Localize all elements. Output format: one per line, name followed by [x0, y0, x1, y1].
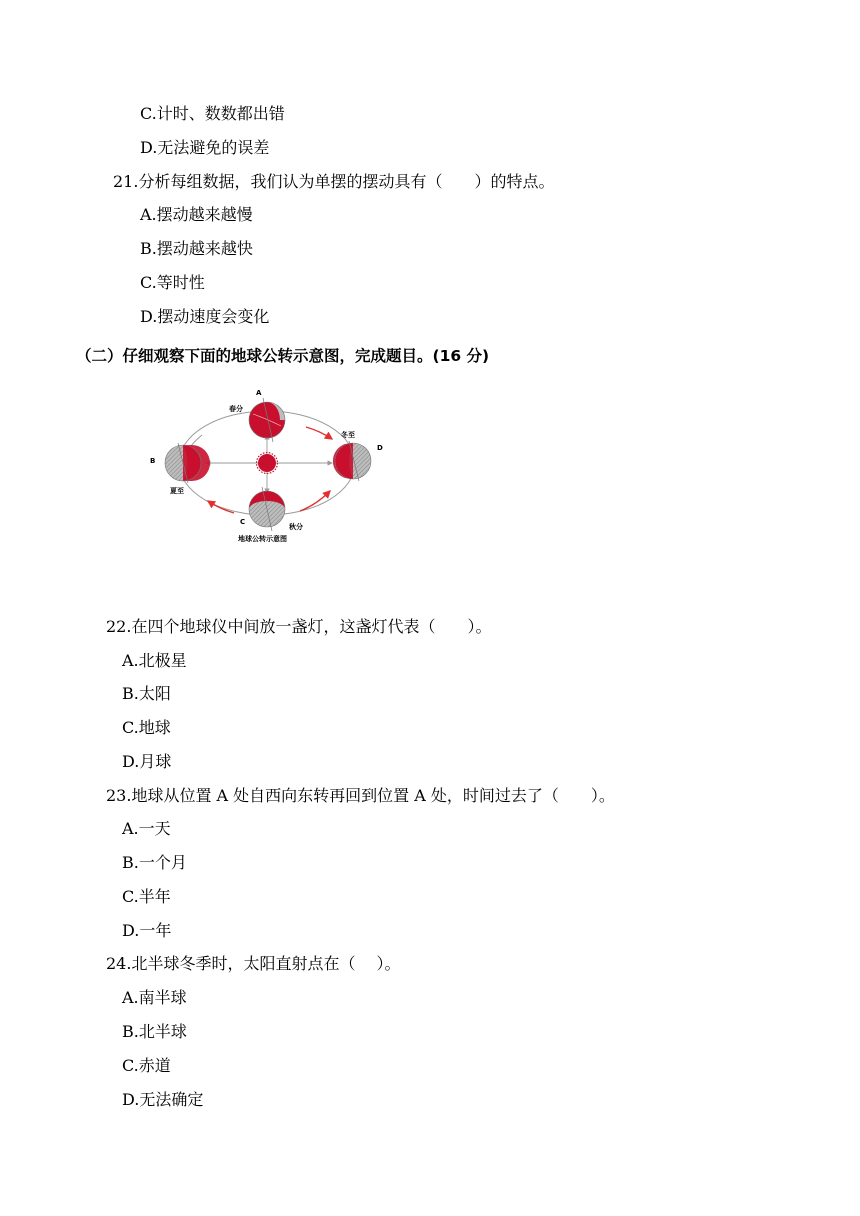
- q23-option-a: A.一天: [122, 819, 171, 838]
- label-b: B: [150, 457, 156, 465]
- section-2-heading: （二）仔细观察下面的地球公转示意图，完成题目。(16 分): [76, 347, 490, 365]
- red-arrow-a-d: [306, 427, 332, 439]
- q24-option-a: A.南半球: [122, 988, 187, 1007]
- diagram-caption: 地球公转示意图: [238, 535, 287, 543]
- earth-c: [249, 487, 285, 531]
- q22-stem: 22.在四个地球仪中间放一盏灯，这盏灯代表（ ）。: [106, 617, 492, 636]
- earth-d: [333, 441, 371, 481]
- q22-option-c: C.地球: [122, 718, 171, 737]
- q21-stem: 21.分析每组数据，我们认为单摆的摆动具有（ ）的特点。: [113, 172, 555, 191]
- q21-option-b: B.摆动越来越快: [140, 239, 253, 258]
- red-arrow-c-d: [300, 491, 330, 511]
- label-winter: 冬至: [341, 431, 355, 439]
- q20-option-c: C.计时、数数都出错: [140, 104, 285, 123]
- q23-option-b: B.一个月: [122, 853, 187, 872]
- q23-stem: 23.地球从位置 A 处自西向东转再回到位置 A 处，时间过去了（ ）。: [106, 786, 615, 805]
- q24-option-c: C.赤道: [122, 1056, 171, 1075]
- label-spring: 春分: [229, 405, 243, 413]
- q22-option-d: D.月球: [122, 752, 172, 771]
- sun: [257, 453, 278, 474]
- earth-a: [249, 398, 285, 442]
- q23-option-d: D.一年: [122, 921, 172, 940]
- label-summer: 夏至: [170, 487, 184, 495]
- q21-option-a: A.摆动越来越慢: [140, 205, 253, 224]
- q23-option-c: C.半年: [122, 887, 171, 906]
- q24-option-d: D.无法确定: [122, 1090, 204, 1109]
- q20-option-d: D.无法避免的误差: [140, 138, 270, 157]
- earth-revolution-diagram: [140, 383, 400, 553]
- label-d: D: [377, 444, 383, 452]
- q21-option-d: D.摆动速度会变化: [140, 307, 270, 326]
- q24-option-b: B.北半球: [122, 1022, 187, 1041]
- q24-stem: 24.北半球冬季时，太阳直射点在（ ）。: [106, 954, 401, 973]
- label-c: C: [240, 518, 246, 526]
- q22-option-a: A.北极星: [122, 651, 187, 670]
- earth-b: [165, 443, 210, 483]
- label-autumn: 秋分: [289, 523, 303, 531]
- q21-option-c: C.等时性: [140, 273, 205, 292]
- q22-option-b: B.太阳: [122, 684, 171, 703]
- label-a: A: [256, 389, 262, 397]
